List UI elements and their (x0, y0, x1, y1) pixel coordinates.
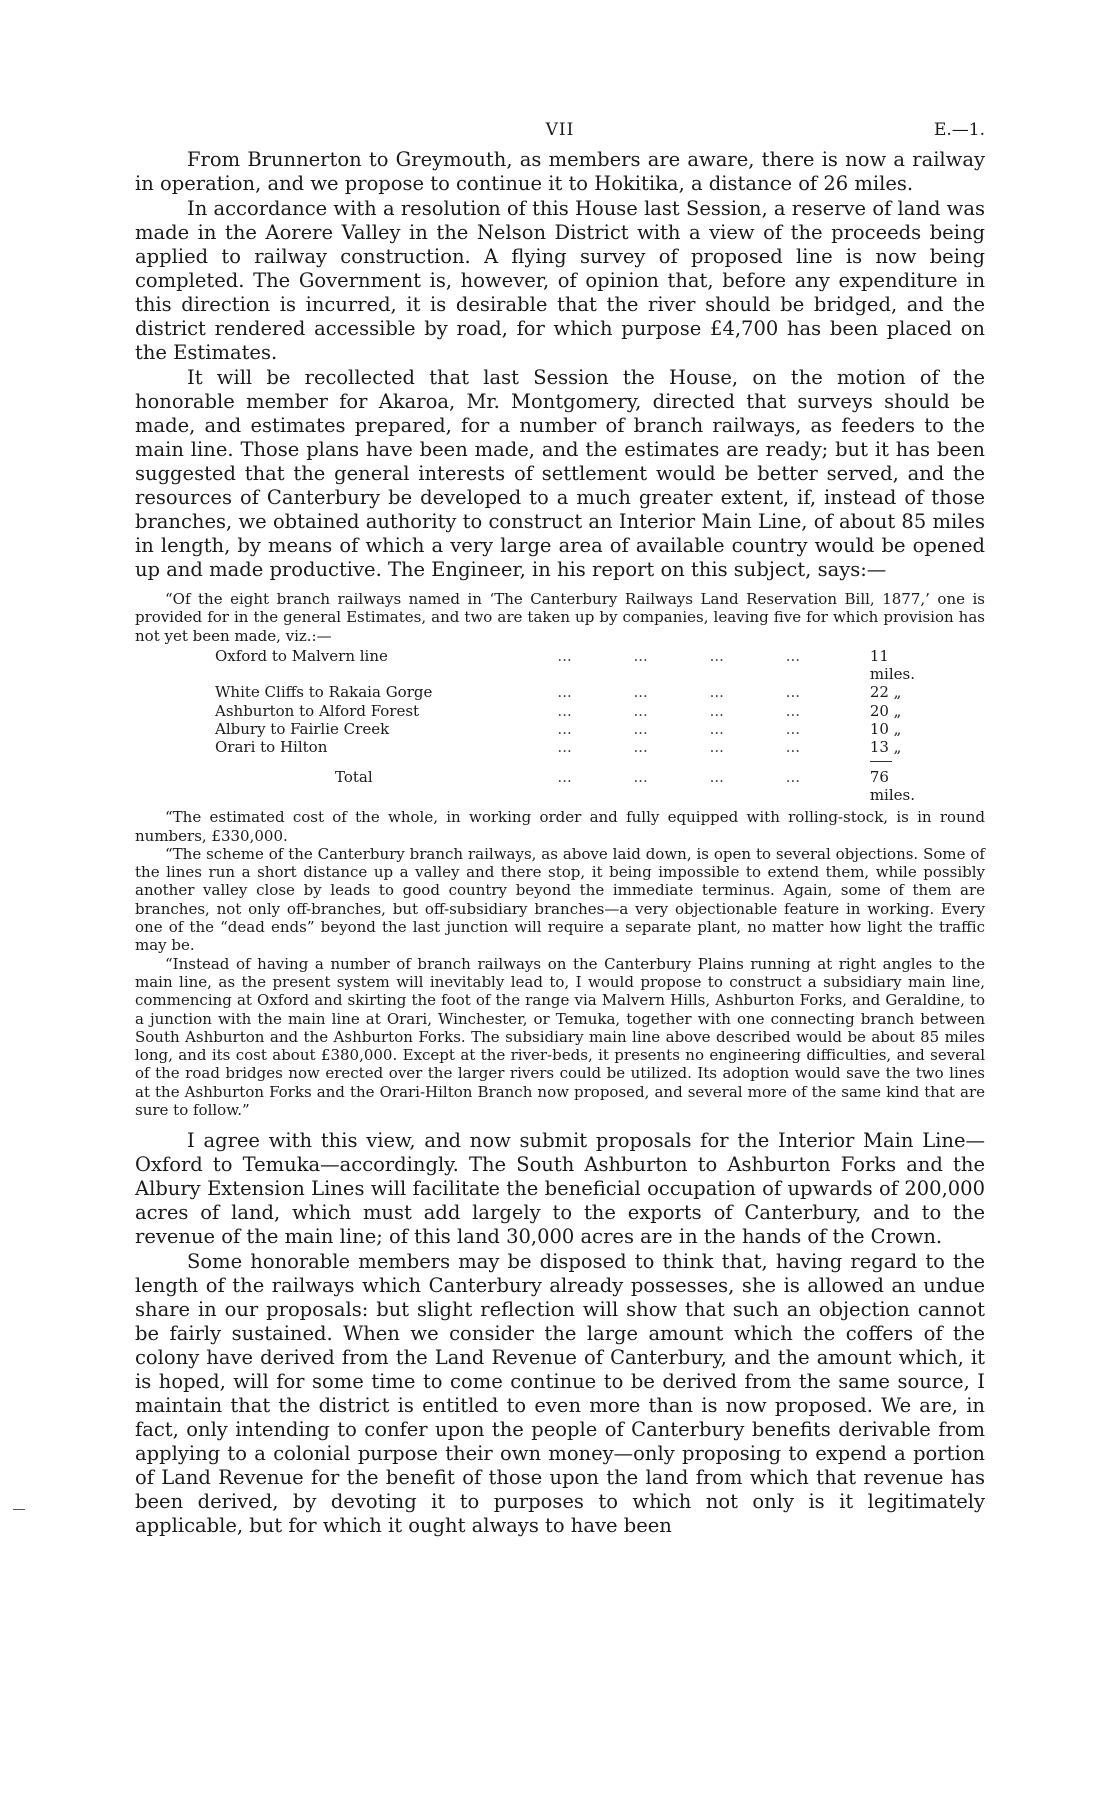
paragraph-aorere-valley: In accordance with a resolution of this House last Session, a reserve of land was made in the Aorere Valley in the Nelson District with a view of the proceeds being applied to railway construction. A flying survey of proposed line is now being completed. The Government is, however, of opinion that, before any expenditure in this direction is incurred, it is desirable that the river should be bridged, and the district rendered accessible by road, for which purpose £4,700 has been placed on the Estimates. (135, 197, 985, 364)
table-row: Oxford to Malvern line ... ... ... ... 11 miles. (215, 646, 915, 684)
closing-paragraphs (135, 1129, 985, 1538)
page-number: VII (545, 120, 575, 140)
quote-estimated-cost: “The estimated cost of the whole, in working order and fully equipped with rolling-stock, is in round numbers, £330,000. (135, 808, 985, 845)
line-miles: 11 miles. (869, 646, 915, 684)
sum-rule (870, 761, 892, 762)
margin-mark (13, 1509, 25, 1510)
line-name: Albury to Fairlie Creek (215, 720, 390, 739)
page-header (135, 120, 985, 148)
table-row: White Cliffs to Rakaia Gorge ... ... ... ... 22 „ (215, 683, 915, 701)
line-name: White Cliffs to Rakaia Gorge (215, 683, 433, 702)
table-row: Ashburton to Alford Forest ... ... ... ... 20 „ (215, 702, 915, 720)
quote-intro: “Of the eight branch railways named in ‘The Canterbury Railways Land Reservation Bill, 1877,’ one is provided for in the general Estimates, and two are taken up by companies, leaving five for which provision has not yet been made, viz.:— (135, 590, 985, 645)
document-reference: E.—1. (933, 120, 985, 140)
table-row: Orari to Hilton ... ... ... ... 13 „ (215, 738, 915, 756)
line-miles: 13 „ (869, 738, 902, 757)
branch-railways-table (215, 647, 915, 804)
paragraph-interior-main-line: I agree with this view, and now submit proposals for the Interior Main Line—Oxford to Temuka—accordingly. The South Ashburton to Ashburton Forks and the Albury Extension Lines will facilitate the beneficial occupation of upwards of 200,000 acres of land, which must add largely to the exports of Canterbury, and to the revenue of the main line; of this land 30,000 acres are in the hands of the Crown. (135, 1129, 985, 1249)
total-miles: 76 miles. (869, 767, 915, 804)
quote-scheme-objections: “The scheme of the Canterbury branch railways, as above laid down, is open to several objections. Some of the lines run a short distance up a valley and there stop, it being impossible to extend them, while possibly another valley close by leads to good country beyond the immediate terminus. Again, some of them are branches, not only off-branches, but off-subsidiary branches—a very objectionable feature in working. Every one of the “dead ends” beyond the last junction will require a separate plant, no matter how light the traffic may be. (135, 844, 985, 955)
line-miles: 10 „ (869, 720, 902, 739)
paragraph-brunnerton: From Brunnerton to Greymouth, as members are aware, there is now a railway in operation, and we propose to continue it to Hokitika, a distance of 26 miles. (135, 148, 985, 195)
quote-subsidiary-main-line: “Instead of having a number of branch railways on the Canterbury Plains running at right angles to the main line, as the present system will inevitably lead to, I would propose to construct a subsidiary main line, commencing at Oxford and skirting the foot of the range via Malvern Hills, Ashburton Forks, and Geraldine, to a junction with the main line at Orari, Winchester, or Temuka, together with one connecting branch between South Ashburton and the Ashburton Forks. The subsidiary main line above described would be about 85 miles long, and its cost about £380,000. Except at the river-beds, it presents no engineering difficulties, and several of the road bridges now erected over the larger rivers could be utilized. Its adoption would save the two lines at the Ashburton Forks and the Orari-Hilton Branch now proposed, and several more of the same kind that are sure to follow.” (135, 954, 985, 1120)
total-label: Total (335, 767, 373, 786)
line-name: Ashburton to Alford Forest (215, 701, 420, 720)
engineer-report-quote (135, 590, 985, 1119)
paragraph-branch-railways: It will be recollected that last Session the House, on the motion of the honorable member for Akaroa, Mr. Montgomery, directed that surveys should be made, and estimates prepared, for a number of branch railways, as feeders to the main line. Those plans have been made, and the estimates are ready; but it has been suggested that the general interests of settlement would be better served, and the resources of Canterbury be developed to a much greater extent, if, instead of those branches, we obtained authority to construct an Interior Main Line, of about 85 miles in length, by means of which a very large area of available country would be opened up and made productive. The Engineer, in his report on this subject, says:— (135, 366, 985, 581)
table-total-row: Total ... ... ... ... 76 miles. (215, 768, 915, 805)
line-miles: 20 „ (869, 701, 902, 720)
line-name: Orari to Hilton (215, 738, 328, 757)
paragraph-canterbury-share: Some honorable members may be disposed to think that, having regard to the length of the railways which Canterbury already possesses, she is allowed an undue share in our proposals: but slight reflection will show that such an objection cannot be fairly sustained. When we consider the large amount which the coffers of the colony have derived from the Land Revenue of Canterbury, and the amount which, it is hoped, will for some time to come continue to be derived from the same source, I maintain that the district is entitled to even more than is now proposed. We are, in fact, only intending to confer upon the people of Canterbury benefits derivable from applying to a colonial purpose their own money—only proposing to expend a portion of Land Revenue for the benefit of those upon the land from which that revenue has been derived, by devoting it to purposes to which not only is it legitimately applicable, but for which it ought always to have been (135, 1250, 985, 1538)
table-row: Albury to Fairlie Creek ... ... ... ... 10 „ (215, 720, 915, 738)
table-rule (215, 757, 915, 768)
line-miles: 22 „ (869, 683, 902, 702)
line-name: Oxford to Malvern line (215, 646, 388, 665)
document-page (135, 120, 985, 1538)
